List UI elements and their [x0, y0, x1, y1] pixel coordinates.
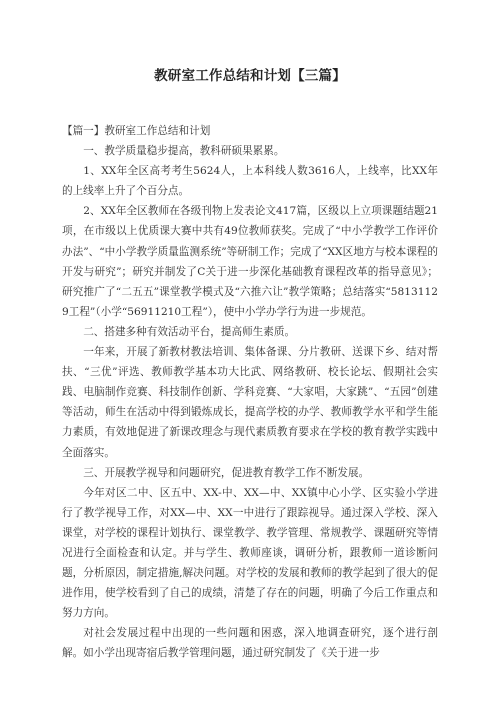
paragraph-5: 一年来，开展了新教材教法培训、集体备课、分片教研、送课下乡、结对帮扶、“三优”评选、教师教学基本功大比武、网络教研、校长论坛、假期社会实践、电脑制作竞赛、科技制作创新、学科竞赛、“大家唱，大家跳”、“五园”创建等活动，师生在活动中得到锻炼成长，提高学校的办学、教师教学水平和学生能力素质，有效地促进了新课改理念与现代素质教育要求在学校的教育教学实践中全面落实。: [62, 346, 438, 459]
document-body: [62, 121, 438, 664]
paragraph-3: 2、XX年全区教师在各级刊物上发表论文417篇，区级以上立项课题结题21项，在市级以上优质课大赛中共有49位教师获奖。完成了“中小学教学工作评价办法”、“中小学教学质量监测系统”等研制工作；完成了“XX区地方与校本课程的开发与研究”；研究并制发了C关于进一步深化基础教育课程改革的指导意见》；研究推广了“二五五”课堂教学模式及“六推六让”教学策略；总结落实“58131129工程”（小学“56911210工程”），使中小学办学行为进一步规范。: [62, 205, 438, 318]
paragraph-6: 三、开展教学视导和问题研究，促进教育教学工作不断发展。: [83, 466, 370, 479]
paragraph-8: 对社会发展过程中出现的一些问题和困惑，深入地调查研究，逐个进行剖解。如小学出现寄宿后教学管理问题，通过研究制发了《关于进一步: [62, 627, 438, 660]
document-title: 教研室工作总结和计划【三篇】: [154, 68, 346, 84]
paragraph-1: 一、教学质量稳步提高，教科研硕果累累。: [83, 145, 285, 158]
paragraph-4: 二、搭建多种有效活动平台，提高师生素质。: [83, 325, 296, 338]
paragraph-7: 今年对区二中、区五中、XX-中、XX—中、XX镇中心小学、区实验小学进行了教学视导工作，对XX—中、XX一中进行了跟踪视导。通过深入学校、深入课堂，对学校的课程计划执行、课堂教学、教学管理、常规教学、课题研究等情况进行全面检查和认定。并与学生、教师座谈，调研分析，跟教师一道诊断问题，分析原因，制定措施,解决问题。对学校的发展和教师的教学起到了很大的促进作用，使学校看到了自己的成绩，清楚了存在的问题，明确了今后工作重点和努力方向。: [62, 486, 438, 620]
section-heading: 【篇一】教研室工作总结和计划: [62, 125, 211, 137]
paragraph-2: 1、XX年全区高考考生5624人，上本科线人数3616人，上线率，比XX年的上线率上升了个百分点。: [62, 165, 438, 198]
